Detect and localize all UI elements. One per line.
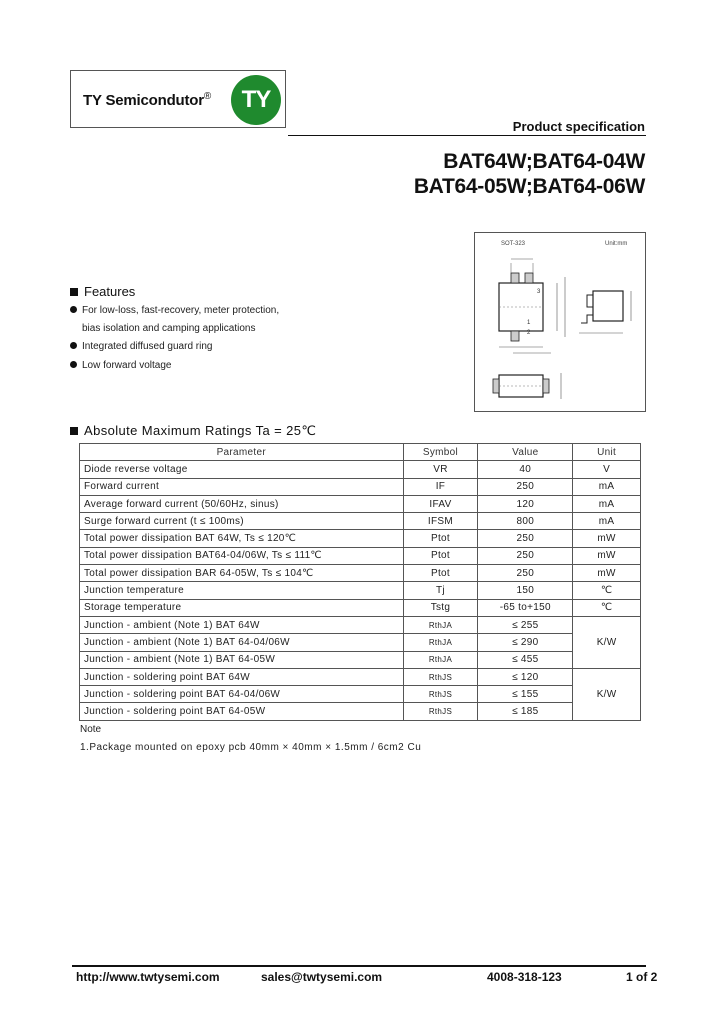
product-spec-label: Product specification <box>512 119 645 134</box>
symbol-cell: Tj <box>403 582 478 599</box>
param-cell: Junction - ambient (Note 1) BAT 64W <box>80 616 404 633</box>
unit-cell-merged: K/W <box>573 616 641 668</box>
symbol-cell: RthJA <box>403 634 478 651</box>
registered-mark: ® <box>203 91 212 102</box>
value-cell: -65 to+150 <box>478 599 573 616</box>
ratings-heading: Absolute Maximum Ratings Ta = 25℃ <box>70 423 316 439</box>
unit-cell: ℃ <box>573 582 641 599</box>
value-cell: ≤ 155 <box>478 686 573 703</box>
param-cell: Junction - soldering point BAT 64-04/06W <box>80 686 404 703</box>
value-cell: 40 <box>478 461 573 478</box>
symbol-cell: IF <box>403 478 478 495</box>
value-cell: 250 <box>478 547 573 564</box>
table-row <box>80 530 641 547</box>
package-outline-drawing <box>475 233 645 411</box>
symbol-cell: Ptot <box>403 565 478 582</box>
unit-cell: ℃ <box>573 599 641 616</box>
param-cell: Junction - soldering point BAT 64W <box>80 668 404 685</box>
table-row <box>80 668 641 685</box>
feature-item: For low-loss, fast-recovery, meter protection, <box>70 305 279 316</box>
value-cell: 250 <box>478 565 573 582</box>
unit-cell: mA <box>573 495 641 512</box>
square-bullet-icon <box>70 427 78 435</box>
value-cell: ≤ 455 <box>478 651 573 668</box>
bullet-dot-icon <box>70 306 77 313</box>
table-row <box>80 634 641 651</box>
table-row <box>80 616 641 633</box>
title-line-1: BAT64W;BAT64-04W <box>443 150 645 173</box>
value-cell: 150 <box>478 582 573 599</box>
unit-cell: mA <box>573 478 641 495</box>
value-cell: 800 <box>478 513 573 530</box>
unit-cell: mW <box>573 547 641 564</box>
note-label: Note <box>80 724 102 735</box>
symbol-cell: RthJA <box>403 616 478 633</box>
company-logo-box <box>70 70 286 128</box>
footer-email-link[interactable]: sales@twtysemi.com <box>261 970 383 984</box>
feature-item: Integrated diffused guard ring <box>70 341 212 352</box>
table-row <box>80 478 641 495</box>
param-cell: Total power dissipation BAR 64-05W, Ts ≤ 104℃ <box>80 565 404 582</box>
param-cell: Forward current <box>80 478 404 495</box>
value-cell: ≤ 185 <box>478 703 573 720</box>
symbol-cell: RthJS <box>403 668 478 685</box>
param-cell: Total power dissipation BAT64-04/06W, Ts ≤ 111℃ <box>80 547 404 564</box>
company-name: TY Semicondutor® <box>83 91 212 109</box>
param-cell: Junction temperature <box>80 582 404 599</box>
title-line-2: BAT64-05W;BAT64-06W <box>413 175 645 198</box>
param-cell: Surge forward current (t ≤ 100ms) <box>80 513 404 530</box>
value-cell: 250 <box>478 478 573 495</box>
symbol-cell: RthJS <box>403 703 478 720</box>
unit-cell: mA <box>573 513 641 530</box>
param-cell: Average forward current (50/60Hz, sinus) <box>80 495 404 512</box>
table-header-row <box>80 444 641 461</box>
param-cell: Storage temperature <box>80 599 404 616</box>
symbol-cell: Ptot <box>403 530 478 547</box>
package-drawing <box>474 232 646 412</box>
table-row <box>80 547 641 564</box>
pin-label-3: 3 <box>537 289 541 295</box>
value-cell: 250 <box>478 530 573 547</box>
header-divider <box>288 135 646 136</box>
param-cell: Total power dissipation BAT 64W, Ts ≤ 120℃ <box>80 530 404 547</box>
symbol-cell: IFSM <box>403 513 478 530</box>
bullet-dot-icon <box>70 361 77 368</box>
footer-phone: 4008-318-123 <box>487 970 562 984</box>
footer-divider <box>72 965 646 967</box>
square-bullet-icon <box>70 288 78 296</box>
unit-cell: mW <box>573 530 641 547</box>
table-row <box>80 513 641 530</box>
table-row <box>80 495 641 512</box>
value-cell: ≤ 120 <box>478 668 573 685</box>
param-cell: Junction - soldering point BAT 64-05W <box>80 703 404 720</box>
symbol-cell: Tstg <box>403 599 478 616</box>
ty-logo-icon: TY <box>231 75 281 125</box>
col-header-symbol: Symbol <box>403 444 478 461</box>
page-number: 1 of 2 <box>626 970 658 984</box>
pin-label-2: 2 <box>527 330 531 336</box>
col-header-unit: Unit <box>573 444 641 461</box>
symbol-cell: RthJA <box>403 651 478 668</box>
pin-label-1: 1 <box>527 320 531 326</box>
value-cell: ≤ 255 <box>478 616 573 633</box>
value-cell: ≤ 290 <box>478 634 573 651</box>
value-cell: 120 <box>478 495 573 512</box>
symbol-cell: RthJS <box>403 686 478 703</box>
col-header-value: Value <box>478 444 573 461</box>
table-row <box>80 651 641 668</box>
units-label: Unit:mm <box>605 241 628 247</box>
table-row <box>80 565 641 582</box>
table-row <box>80 599 641 616</box>
symbol-cell: VR <box>403 461 478 478</box>
table-row <box>80 703 641 720</box>
feature-item: Low forward voltage <box>70 360 172 371</box>
feature-item-continuation: bias isolation and camping applications <box>82 323 256 334</box>
unit-cell: V <box>573 461 641 478</box>
ratings-table <box>79 443 641 721</box>
table-row <box>80 686 641 703</box>
col-header-parameter: Parameter <box>80 444 404 461</box>
symbol-cell: Ptot <box>403 547 478 564</box>
features-heading: Features <box>70 284 135 299</box>
param-cell: Junction - ambient (Note 1) BAT 64-05W <box>80 651 404 668</box>
table-row <box>80 461 641 478</box>
table-row <box>80 582 641 599</box>
param-cell: Junction - ambient (Note 1) BAT 64-04/06W <box>80 634 404 651</box>
unit-cell-merged: K/W <box>573 668 641 720</box>
unit-cell: mW <box>573 565 641 582</box>
bullet-dot-icon <box>70 342 77 349</box>
footer-website-link[interactable]: http://www.twtysemi.com <box>76 970 220 984</box>
note-text: 1.Package mounted on epoxy pcb 40mm × 40mm × 1.5mm / 6cm2 Cu <box>80 742 422 753</box>
param-cell: Diode reverse voltage <box>80 461 404 478</box>
package-label: SOT-323 <box>501 241 526 247</box>
symbol-cell: IFAV <box>403 495 478 512</box>
